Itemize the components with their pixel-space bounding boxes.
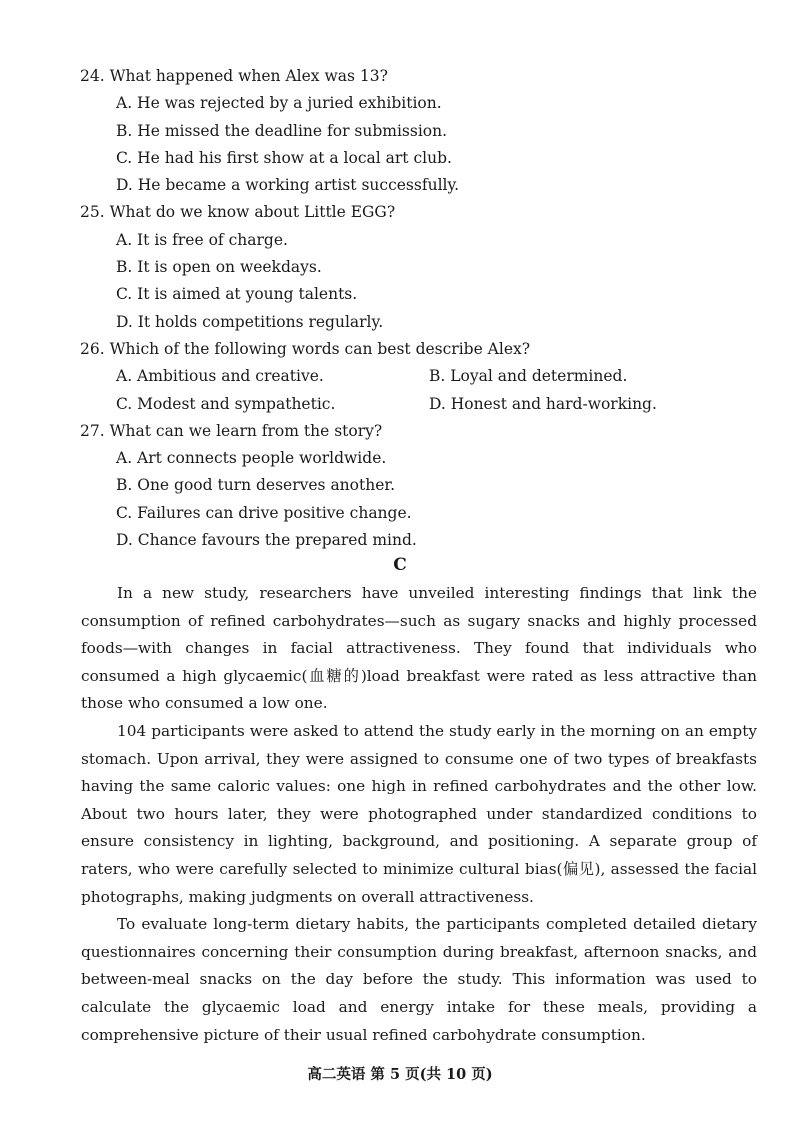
option-a: A. Ambitious and creative. (116, 367, 324, 386)
option-c: C. He had his first show at a local art club. (116, 148, 452, 167)
option-d: D. It holds competitions regularly. (116, 312, 384, 331)
option-b: B. Loyal and determined. (429, 367, 628, 386)
passage-paragraph: To evaluate long-term dietary habits, the participants completed detailed dietary questionnaires concerning their consumption during breakfast, afternoon snacks, and between-meal snacks on the day before the study. This information was used to calculate the glycaemic load and energy intake for these meals, providing a comprehensive picture of their usual refined carbohydrate consumption. (81, 915, 757, 1044)
option-b: B. It is open on weekdays. (116, 258, 322, 277)
option-c: C. Failures can drive positive change. (116, 503, 412, 522)
option-d: D. He became a working artist successfully. (116, 176, 460, 195)
page-footer: 高二英语 第 5 页(共 10 页) (307, 1066, 493, 1083)
option-a: A. He was rejected by a juried exhibition. (116, 94, 442, 113)
question-24 (80, 63, 770, 199)
question-stem: 26. Which of the following words can best describe Alex? (80, 339, 531, 358)
question-stem: 27. What can we learn from the story? (80, 421, 383, 440)
section-heading: C (393, 555, 407, 575)
option-row (80, 391, 770, 418)
option-row (80, 363, 770, 390)
option-a: A. Art connects people worldwide. (116, 449, 387, 468)
question-26 (80, 336, 770, 418)
option-d: D. Honest and hard-working. (429, 394, 657, 413)
option-c: C. Modest and sympathetic. (116, 394, 336, 413)
question-list (80, 63, 770, 554)
option-d: D. Chance favours the prepared mind. (116, 531, 417, 550)
question-stem: 24. What happened when Alex was 13? (80, 67, 388, 85)
option-b: B. One good turn deserves another. (116, 476, 396, 495)
question-25 (80, 199, 770, 335)
question-stem: 25. What do we know about Little EGG? (80, 203, 396, 222)
option-c: C. It is aimed at young talents. (116, 285, 358, 304)
question-27 (80, 418, 770, 554)
passage-paragraph: In a new study, researchers have unveiled interesting findings that link the consumption of refined carbohydrates—such as sugary snacks and highly processed foods—with changes in facial attractiveness. They found that individuals who consumed a high glycaemic(血糖的)load breakfast were rated as less attractive than those who consumed a low one. (81, 584, 757, 713)
option-b: B. He missed the deadline for submission. (116, 121, 448, 140)
option-a: A. It is free of charge. (116, 230, 288, 249)
reading-passage (81, 580, 757, 1049)
passage-paragraph: 104 participants were asked to attend the study early in the morning on an empty stomach. Upon arrival, they were assigned to consume one of two types of breakfasts having the same caloric values: one high in refined carbohydrates and the other low. About two hours later, they were photographed under standardized conditions to ensure consistency in lighting, background, and positioning. A separate group of raters, who were carefully selected to minimize cultural bias(偏见), assessed the facial photographs, making judgments on overall attractiveness. (81, 721, 757, 906)
